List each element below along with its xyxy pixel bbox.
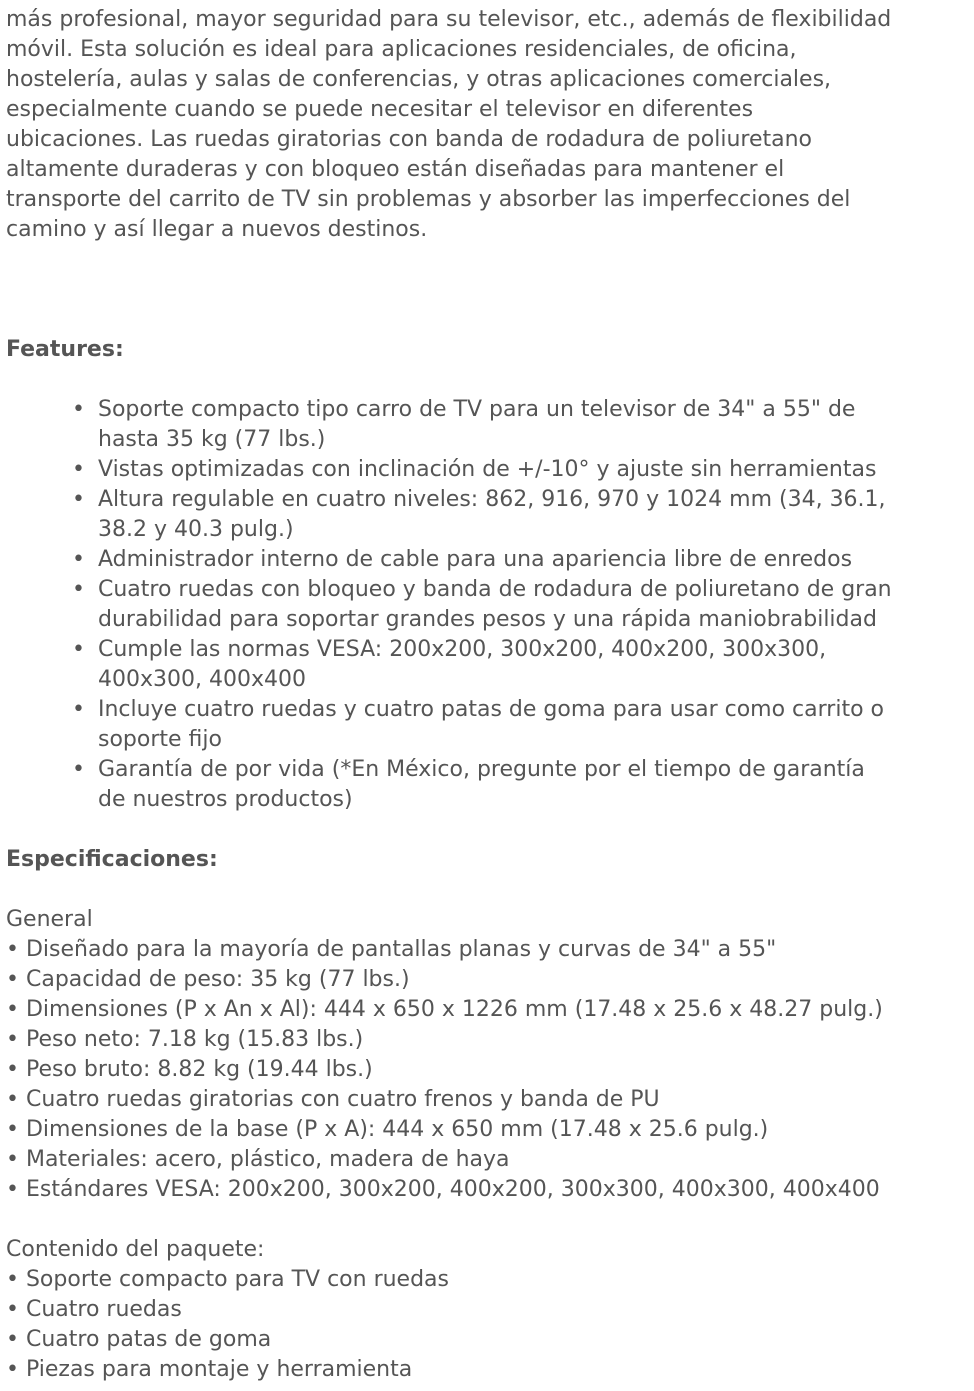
spec-item: • Cuatro ruedas giratorias con cuatro frenos y banda de PU — [6, 1087, 660, 1112]
spec-item: • Materiales: acero, plástico, madera de haya — [6, 1147, 510, 1172]
feature-text: Incluye cuatro ruedas y cuatro patas de goma para usar como carrito o soporte fijo — [98, 697, 884, 752]
package-item: • Cuatro patas de goma — [6, 1327, 272, 1352]
spec-item: • Peso neto: 7.18 kg (15.83 lbs.) — [6, 1027, 364, 1052]
specs-heading: Especificaciones: — [6, 847, 218, 872]
bullet-icon: • — [72, 547, 85, 572]
feature-text: Administrador interno de cable para una apariencia libre de enredos — [98, 547, 853, 572]
bullet-icon: • — [72, 697, 85, 722]
feature-text: Cumple las normas VESA: 200x200, 300x200, 400x200, 300x300, 400x300, 400x400 — [98, 637, 827, 692]
feature-item — [6, 395, 974, 455]
spec-item: • Diseñado para la mayoría de pantallas planas y curvas de 34" a 55" — [6, 937, 777, 962]
feature-item — [6, 695, 974, 755]
feature-item — [6, 545, 974, 575]
product-description — [6, 5, 974, 1385]
spec-item: • Peso bruto: 8.82 kg (19.44 lbs.) — [6, 1057, 373, 1082]
spec-item: • Capacidad de peso: 35 kg (77 lbs.) — [6, 967, 410, 992]
package-item: • Cuatro ruedas — [6, 1297, 182, 1322]
package-item: • Soporte compacto para TV con ruedas — [6, 1267, 449, 1292]
bullet-icon: • — [72, 757, 85, 782]
specs-package-title: Contenido del paquete: — [6, 1237, 265, 1262]
specs-general-group — [6, 905, 974, 1205]
feature-text: Altura regulable en cuatro niveles: 862, 916, 970 y 1024 mm (34, 36.1, 38.2 y 40.3 pulg.) — [98, 487, 886, 542]
features-list — [6, 395, 974, 815]
spec-item: • Dimensiones de la base (P x A): 444 x 650 mm (17.48 x 25.6 pulg.) — [6, 1117, 769, 1142]
feature-text: Garantía de por vida (*En México, pregunte por el tiempo de garantía de nuestros productos) — [98, 757, 865, 812]
spec-item: • Estándares VESA: 200x200, 300x200, 400x200, 300x300, 400x300, 400x400 — [6, 1177, 880, 1202]
feature-item — [6, 455, 974, 485]
feature-item — [6, 575, 974, 635]
feature-text: Soporte compacto tipo carro de TV para un televisor de 34" a 55" de hasta 35 kg (77 lbs.) — [98, 397, 856, 452]
bullet-icon: • — [72, 577, 85, 602]
spec-item: • Dimensiones (P x An x Al): 444 x 650 x 1226 mm (17.48 x 25.6 x 48.27 pulg.) — [6, 997, 883, 1022]
bullet-icon: • — [72, 487, 85, 512]
bullet-icon: • — [72, 397, 85, 422]
features-heading: Features: — [6, 337, 124, 362]
intro-paragraph: más profesional, mayor seguridad para su televisor, etc., además de flexibilidad móvil. Esta solución es ideal para aplicaciones residenciales, de oficina, hostelería, aulas y salas de conferencias, y otras aplicaciones comerciales, especialmente cuando se puede necesitar el televisor en diferentes ubicaciones. Las ruedas giratorias con banda de rodadura de poliuretano altamente duraderas y con bloqueo están diseñadas para mantener el transporte del carrito de TV sin problemas y absorber las imperfecciones del camino y así llegar a nuevos destinos. — [6, 7, 892, 242]
feature-item — [6, 755, 974, 815]
package-item: • Piezas para montaje y herramienta — [6, 1357, 413, 1382]
bullet-icon: • — [72, 637, 85, 662]
feature-text: Vistas optimizadas con inclinación de +/-10° y ajuste sin herramientas — [98, 457, 877, 482]
bullet-icon: • — [72, 457, 85, 482]
feature-item — [6, 635, 974, 695]
feature-text: Cuatro ruedas con bloqueo y banda de rodadura de poliuretano de gran durabilidad para soportar grandes pesos y una rápida maniobrabilidad — [98, 577, 892, 632]
feature-item — [6, 485, 974, 545]
specs-general-title: General — [6, 907, 93, 932]
specs-package-group — [6, 1235, 974, 1385]
